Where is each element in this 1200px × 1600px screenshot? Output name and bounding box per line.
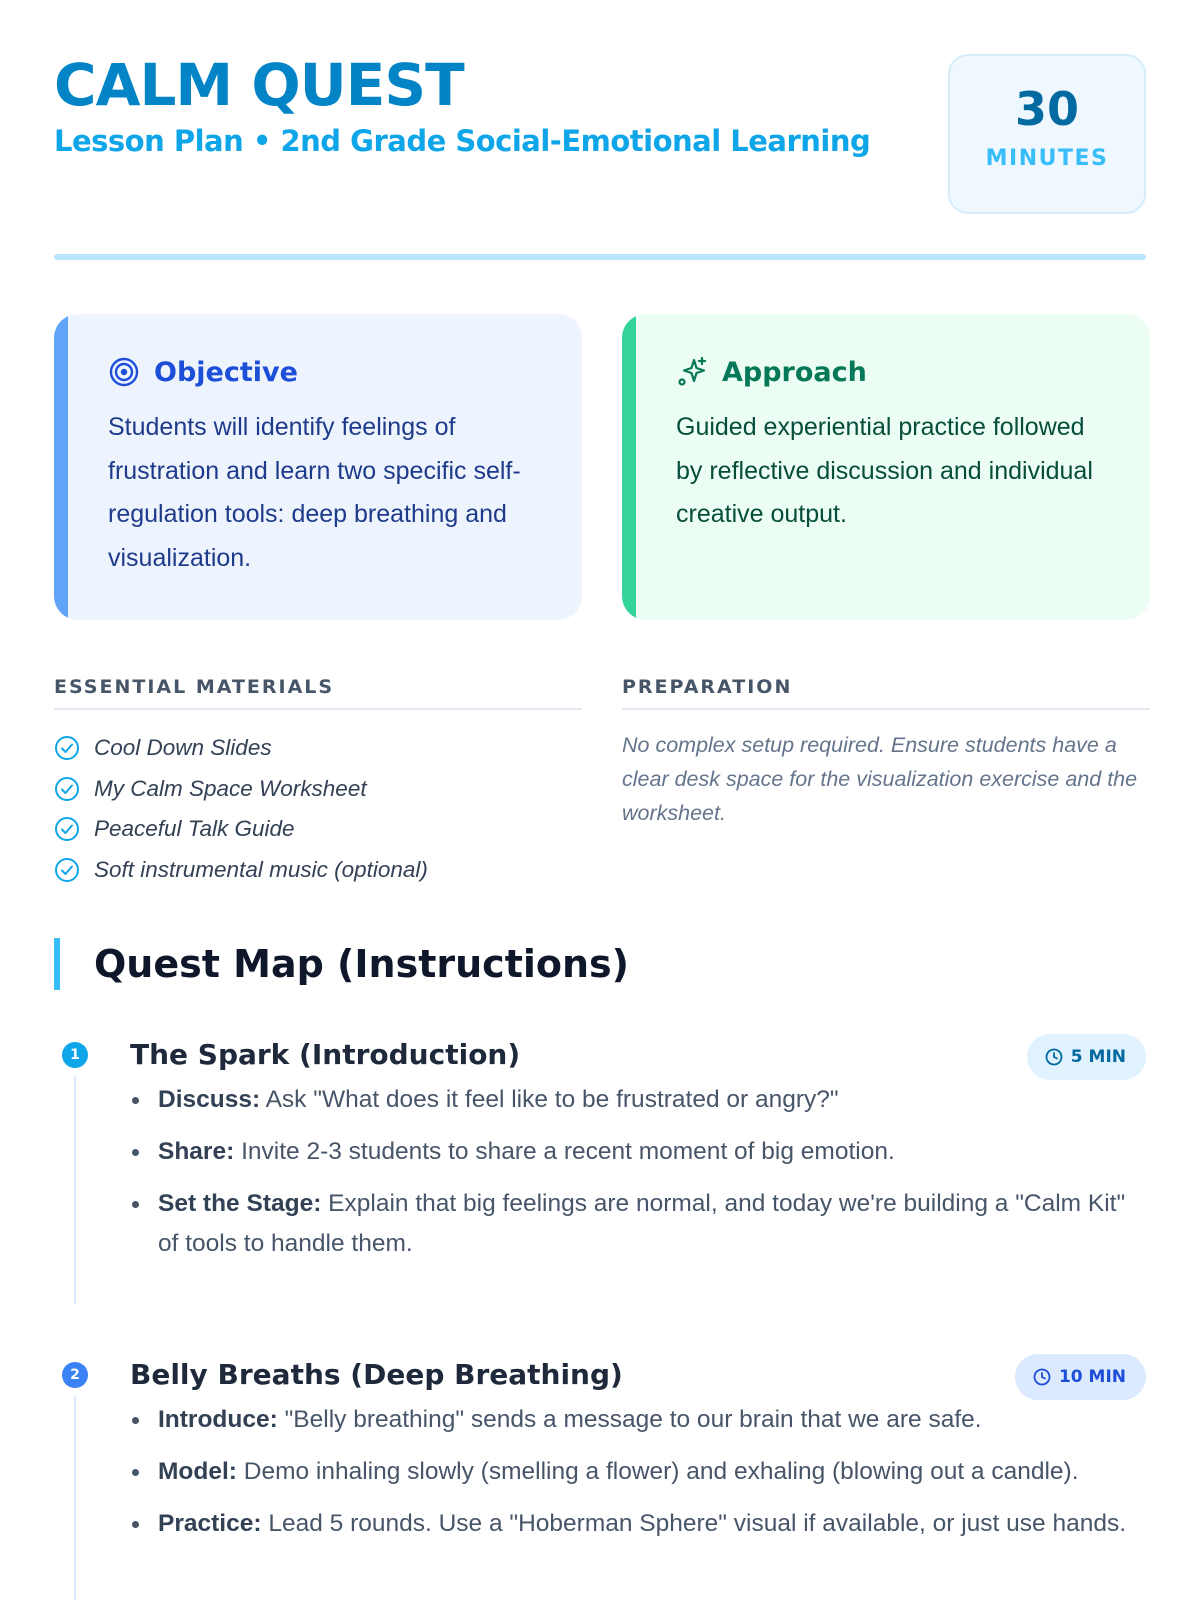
bullet-text: Ask "What does it feel like to be frustrated or angry?"	[260, 1086, 839, 1113]
materials-heading: ESSENTIAL MATERIALS	[54, 676, 335, 698]
list-item	[54, 850, 582, 891]
materials-list	[54, 728, 582, 890]
time-badge	[1027, 1034, 1146, 1080]
objective-card	[54, 314, 582, 620]
list-item	[130, 1504, 1130, 1544]
preparation-heading: PREPARATION	[622, 676, 793, 698]
objective-accent-bar	[54, 314, 68, 620]
approach-card	[622, 314, 1150, 620]
page-title: CALM QUEST	[54, 51, 464, 119]
bullet-label: Discuss:	[158, 1086, 261, 1113]
page-subtitle: Lesson Plan • 2nd Grade Social-Emotional Learning	[54, 124, 871, 158]
objective-text: Students will identify feelings of frustration and learn two specific self-regulation tools: deep breathing and visualization.	[108, 413, 521, 572]
preparation-text: No complex setup required. Ensure students have a clear desk space for the visualization exercise and the worksheet.	[622, 733, 1138, 825]
bullet-text: Invite 2-3 students to share a recent moment of big emotion.	[234, 1138, 895, 1165]
bullet-text: Lead 5 rounds. Use a "Hoberman Sphere" visual if available, or just use hands.	[261, 1510, 1127, 1537]
material-label: Peaceful Talk Guide	[94, 816, 295, 842]
bullet-label: Model:	[158, 1458, 237, 1485]
bullet-label: Practice:	[158, 1510, 262, 1537]
clock-icon	[1033, 1368, 1051, 1386]
duration-box	[948, 54, 1146, 214]
timeline-line	[74, 1076, 76, 1304]
target-icon	[108, 356, 140, 388]
list-item	[54, 769, 582, 810]
check-circle-icon	[54, 735, 80, 761]
list-item	[130, 1184, 1130, 1264]
preparation-divider	[622, 708, 1150, 710]
timeline-line	[74, 1396, 76, 1600]
step-1	[54, 1034, 1146, 1314]
clock-icon	[1045, 1048, 1063, 1066]
header-divider	[54, 254, 1146, 260]
bullet-label: Share:	[158, 1138, 235, 1165]
bullet-text: Explain that big feelings are normal, and today we're building a "Calm Kit" of tools to handle them.	[158, 1190, 1126, 1257]
approach-text: Guided experiential practice followed by reflective discussion and individual creative output.	[676, 413, 1093, 528]
step-bullets	[130, 1080, 1130, 1276]
list-item	[130, 1132, 1130, 1172]
duration-value: 30	[1014, 82, 1079, 136]
check-circle-icon	[54, 816, 80, 842]
quest-map-title: Quest Map (Instructions)	[54, 938, 629, 990]
step-title: Belly Breaths (Deep Breathing)	[130, 1358, 623, 1391]
approach-header	[676, 356, 867, 388]
lesson-header	[54, 51, 1146, 214]
material-label: Soft instrumental music (optional)	[94, 856, 428, 882]
material-label: My Calm Space Worksheet	[94, 775, 367, 801]
list-item	[54, 809, 582, 850]
step-title: The Spark (Introduction)	[130, 1038, 521, 1071]
check-circle-icon	[54, 776, 80, 802]
step-number-badge: 1	[62, 1042, 88, 1068]
time-label: 10 MIN	[1058, 1367, 1126, 1387]
approach-title: Approach	[722, 356, 867, 388]
objective-title: Objective	[154, 356, 298, 388]
step-2	[54, 1354, 1146, 1600]
time-badge	[1015, 1354, 1146, 1400]
step-bullets	[130, 1400, 1130, 1556]
bullet-text: "Belly breathing" sends a message to our brain that we are safe.	[277, 1406, 982, 1433]
material-label: Cool Down Slides	[94, 735, 272, 761]
bullet-label: Introduce:	[158, 1406, 278, 1433]
duration-unit: MINUTES	[985, 146, 1109, 171]
approach-accent-bar	[622, 314, 636, 620]
step-number-badge: 2	[62, 1362, 88, 1388]
materials-divider	[54, 708, 582, 710]
check-circle-icon	[54, 857, 80, 883]
time-label: 5 MIN	[1070, 1047, 1126, 1067]
list-item	[130, 1400, 1130, 1440]
bullet-text: Demo inhaling slowly (smelling a flower) and exhaling (blowing out a candle).	[236, 1458, 1079, 1485]
sparkles-icon	[676, 356, 708, 388]
objective-header	[108, 356, 298, 388]
list-item	[54, 728, 582, 769]
list-item	[130, 1080, 1130, 1120]
bullet-label: Set the Stage:	[158, 1190, 322, 1217]
list-item	[130, 1452, 1130, 1492]
